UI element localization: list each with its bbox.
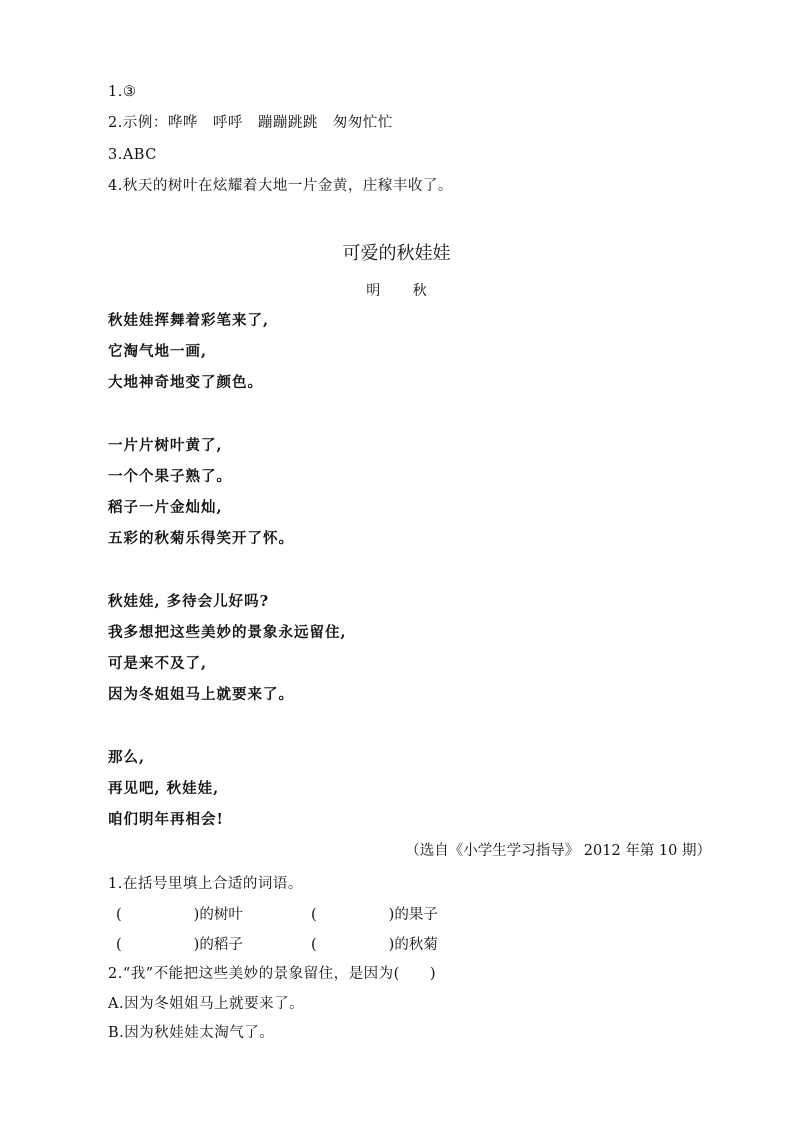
poem-author: 明 秋 [366, 283, 441, 299]
poem-line: 秋娃娃, 多待会儿好吗? [108, 593, 270, 610]
open-paren: ( [116, 937, 122, 953]
blank-row-2 [116, 935, 438, 955]
blank-suffix: )的果子 [388, 907, 438, 923]
poem-line: 稻子一片金灿灿, [108, 499, 223, 516]
answer-4: 4.秋天的树叶在炫耀着大地一片金黄，庄稼丰收了。 [108, 178, 453, 194]
blank-row-1 [116, 905, 438, 925]
poem-title: 可爱的秋娃娃 [342, 243, 451, 264]
poem-line: 那么, [108, 749, 146, 766]
question-1: 1.在括号里填上合适的词语。 [108, 876, 303, 892]
question-2: 2.“我”不能把这些美妙的景象留住，是因为( ) [108, 966, 436, 982]
blank-suffix: )的树叶 [193, 907, 243, 923]
poem-line: 我多想把这些美妙的景象永远留住, [108, 624, 347, 641]
poem-line: 咱们明年再相会! [108, 811, 224, 828]
blank-suffix: )的秋菊 [388, 937, 438, 953]
open-paren: ( [116, 907, 122, 923]
poem-line: 可是来不及了, [108, 655, 208, 672]
poem-line: 一个个果子熟了。 [108, 468, 232, 485]
poem-line: 一片片树叶黄了, [108, 437, 223, 454]
open-paren: ( [311, 907, 317, 923]
poem-line: 秋娃娃挥舞着彩笔来了, [108, 312, 270, 329]
answer-3: 3.ABC [108, 147, 157, 163]
poem-line: 因为冬姐姐马上就要来了。 [108, 686, 294, 703]
answer-1: 1.③ [108, 84, 137, 100]
blank-suffix: )的稻子 [193, 937, 243, 953]
poem-source: （选自《小学生学习指导》 2012 年第 10 期） [405, 843, 711, 859]
poem-line: 再见吧, 秋娃娃, [108, 780, 220, 797]
poem-line: 它淘气地一画, [108, 343, 208, 360]
poem-line: 五彩的秋菊乐得笑开了怀。 [108, 530, 294, 547]
answer-2: 2.示例：哗哗 呼呼 蹦蹦跳跳 匆匆忙忙 [108, 115, 393, 131]
poem-line: 大地神奇地变了颜色。 [108, 374, 263, 391]
option-a: A.因为冬姐姐马上就要来了。 [108, 996, 305, 1012]
option-b: B.因为秋娃娃太淘气了。 [108, 1025, 275, 1041]
open-paren: ( [311, 937, 317, 953]
